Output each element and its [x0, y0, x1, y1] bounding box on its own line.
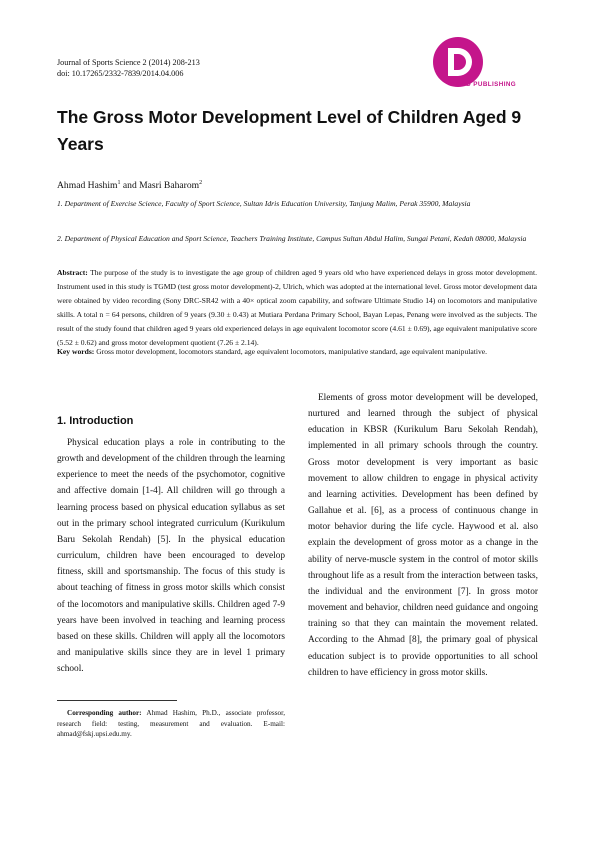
author-1: Ahmad Hashim: [57, 180, 118, 192]
publisher-logo: [430, 34, 540, 94]
affiliation-1: 1. Department of Exercise Science, Faculty of Sport Science, Sultan Idris Education University, Tanjung Malim, Perak 35900, Malaysia: [57, 199, 471, 208]
journal-doi: doi: 10.17265/2332-7839/2014.04.006: [57, 69, 184, 78]
author-2: and Masri Baharom: [120, 180, 200, 192]
logo-text: DAVID PUBLISHING: [450, 81, 517, 88]
author-line: Ahmad Hashim$^1$ and Masri Baharom$^2$: [57, 180, 203, 192]
journal-info: [57, 57, 200, 79]
keywords: [57, 345, 537, 359]
publisher-logo-icon: [430, 34, 540, 94]
affiliation-2: 2. Department of Physical Education and Sport Science, Teachers Training Institute, Campus Sultan Abdul Halim, Sungai Petani, Kedah 08000, Malaysia: [57, 234, 527, 243]
body-column-right: Elements of gross motor development will be developed, nurtured and learned through the subject of physical education in KBSR (Kurikulum Baru Sekolah Rendah), implemented in all primary schools through the country. Gross motor development is very important as basic movement to allow children to engage in physical activity and learning activities. Development has been defined by Gallahue et al. [6], as a process of continuous change in motor behavior during the life cycle. Haywood et al. also explain the development of gross motor as a change in the ability of nerve-muscle system in the control of motor skills throughout life as a result from the interaction between tasks, the individual and the environment [7]. In gross motor movement and behavior, children need guidance and ongoing training so that they can maintain the movement related. According to the Ahmad [8], the primary goal of physical education subject is to provide opportunities to all school children to have efficiency in gross motor skills.: [308, 393, 538, 678]
footnote-label: Corresponding author:: [67, 709, 142, 717]
abstract: [57, 266, 537, 350]
footnote-divider: [57, 700, 177, 701]
abstract-label: Abstract:: [57, 268, 88, 277]
keywords-label: Key words:: [57, 347, 95, 356]
section-heading-introduction: 1. Introduction: [57, 415, 134, 427]
keywords-text: Gross motor development, locomotors standard, age equivalent locomotors, manipulative standard, age equivalent manipulative.: [94, 347, 488, 356]
journal-citation: Journal of Sports Science 2 (2014) 208-213: [57, 58, 200, 67]
footnote-text: Ahmad Hashim, Ph.D., associate professor, research field: testing, measurement and evaluation. E-mail: ahmad@fskj.upsi.edu.my.: [57, 709, 286, 738]
paper-title: The Gross Motor Development Level of Children Aged 9 Years: [57, 107, 522, 154]
footnote: [57, 708, 285, 740]
body-column-left: Physical education plays a role in contributing to the growth and development of the children through the learning experience to meet the needs of the psychomotor, cognitive and affective domain [1-4]. All children will go through a learning process based on physical education syllabus as set out in the primary school integrated curriculum (Kurikulum Baru Sekolah Rendah) [5]. In the physical education curriculum, children have been encouraged to develop fitness, skill and sportsmanship. The focus of this study is about teaching of fitness in gross motor skills which consist of the locomotors and manipulative skills. Children aged 7-9 years have been involved in teaching and learning process based on these skills. Children will apply all the locomotors and manipulative skills since they are in level 1 primary school.: [57, 438, 285, 675]
abstract-text: The purpose of the study is to investigate the age group of children aged 9 years old who have experienced delays in gross motor development. Instrument used in this study is TGMD (test gross motor development)-2, Ulrich, which was adopted at the international level. Gross motor development data were obtained by video recording (Sony DRC-SR42 with a 40× optical zoom capability, and software Ultimate Studio 14) on locomotors and manipulative skills. A total n = 64 persons, children of 9 years (9.30 ± 0.43) at Mutiara Perdana Primary School, Bayan Lepas, Penang were involved as the subjects. The result of the study found that children aged 9 years old experienced delays in age equivalent locomotor score (4.61 ± 0.69), age equivalent manipulative score (5.52 ± 0.62) and gross motor development quotient (7.26 ± 2.14).: [57, 268, 537, 347]
